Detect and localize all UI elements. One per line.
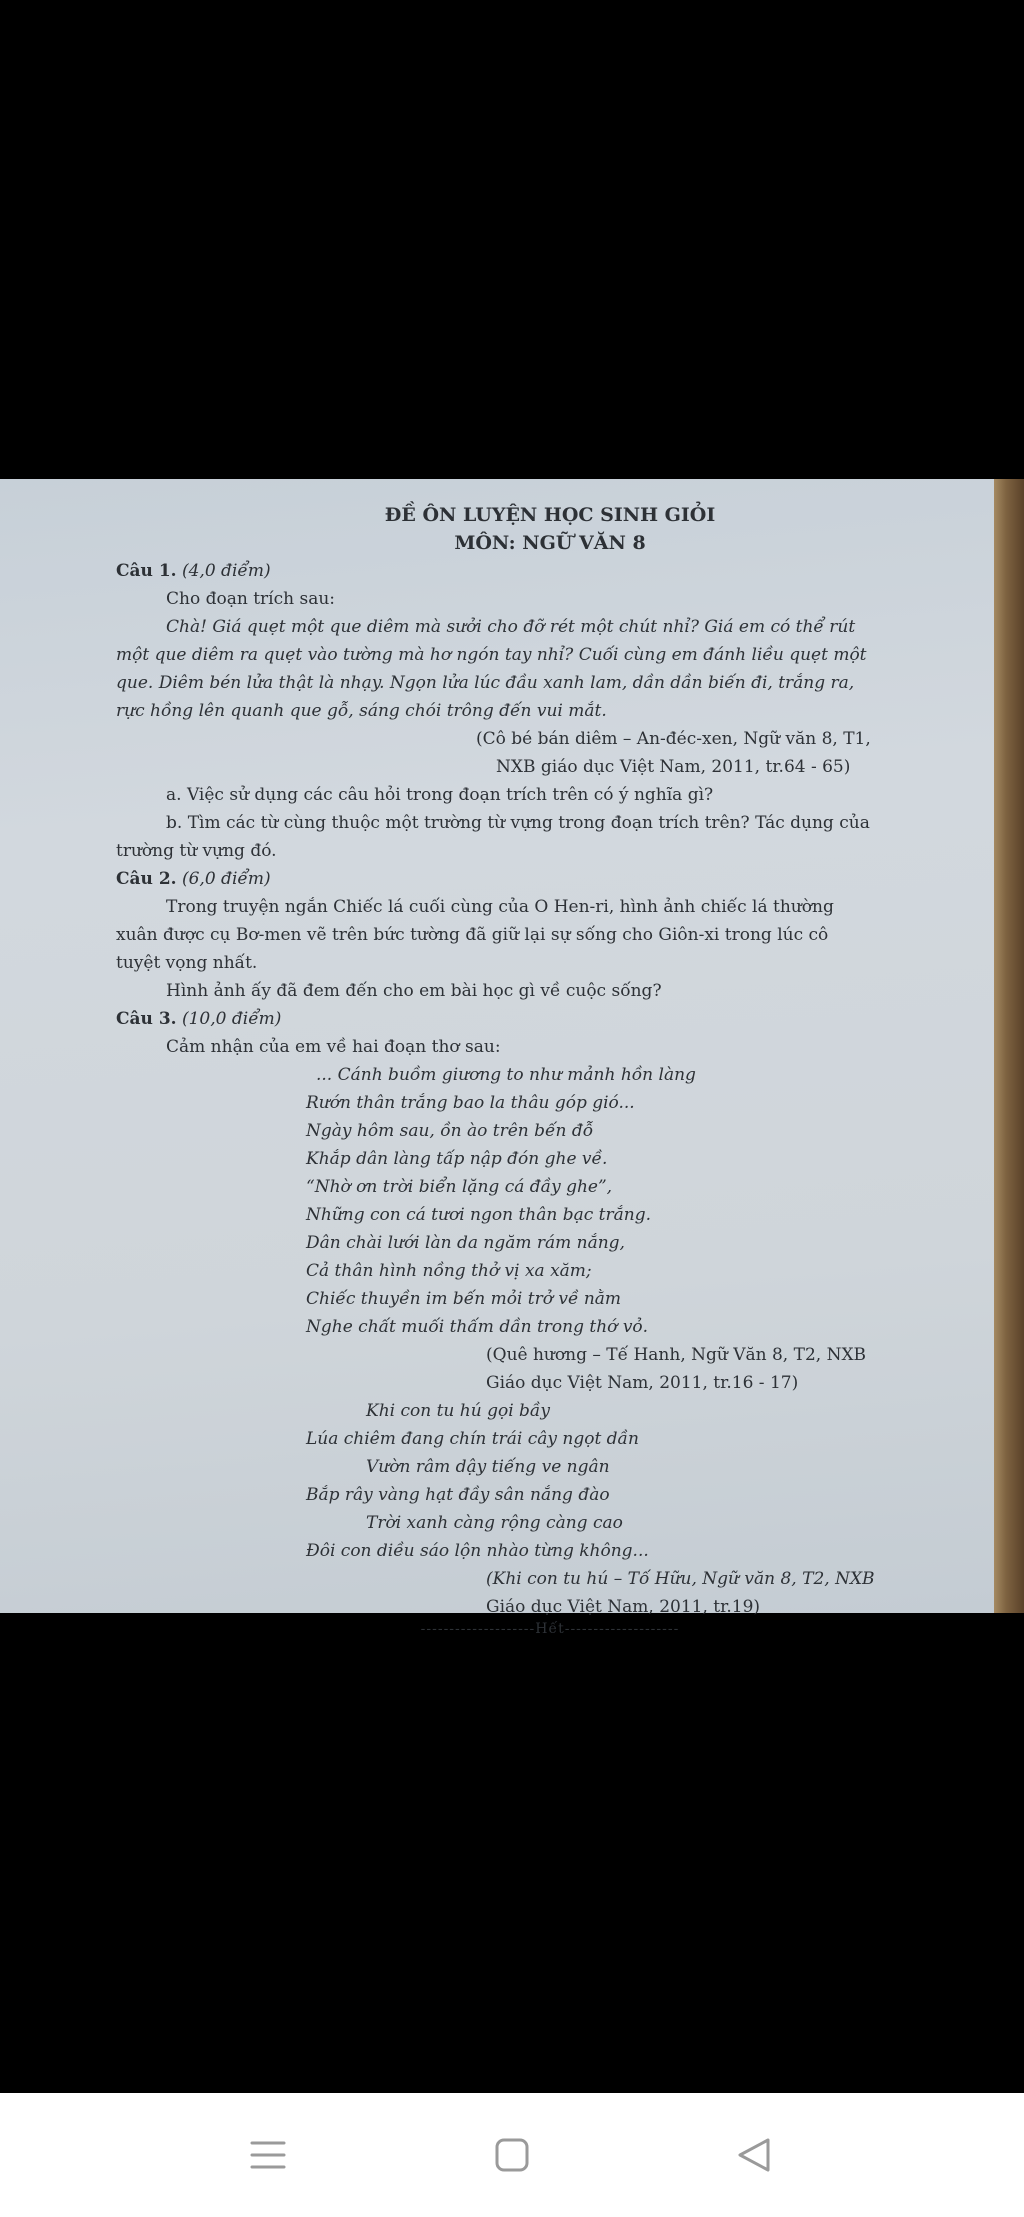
book-spine-edge [994, 479, 1024, 1613]
q3-label: Câu 3. [116, 1009, 177, 1029]
poem1-line: Dân chài lưới làn da ngăm rám nắng, [306, 1233, 625, 1253]
exam-page [0, 479, 994, 1637]
q1-part-a: a. Việc sử dụng các câu hỏi trong đoạn trích trên có ý nghĩa gì? [166, 785, 714, 805]
poem2-source-1: (Khi con tu hú – Tố Hữu, Ngữ văn 8, T2, NXB [486, 1569, 875, 1589]
home-button[interactable] [482, 2127, 542, 2183]
document-photo [0, 479, 1024, 1637]
q2-label: Câu 2. [116, 869, 177, 889]
doc-title-2: MÔN: NGỮ VĂN 8 [454, 532, 646, 554]
q2-points: (6,0 điểm) [181, 869, 271, 889]
q2-line: Trong truyện ngắn Chiếc lá cuối cùng của O Hen-ri, hình ảnh chiếc lá thường [166, 897, 834, 917]
poem1-line: “Nhờ ơn trời biển lặng cá đầy ghe”, [306, 1177, 613, 1197]
doc-title-1: ĐỀ ÔN LUYỆN HỌC SINH GIỎI [384, 504, 716, 526]
poem1-line: ... Cánh buồm giương to như mảnh hồn làng [316, 1065, 696, 1085]
q1-source-1: (Cô bé bán diêm – An-đéc-xen, Ngữ văn 8, T1, [476, 729, 871, 749]
poem1-source-1: (Quê hương – Tế Hanh, Ngữ Văn 8, T2, NXB [486, 1345, 867, 1365]
q2-line: tuyệt vọng nhất. [116, 953, 258, 973]
q3-points: (10,0 điểm) [181, 1009, 282, 1029]
square-home-icon [494, 2137, 530, 2173]
poem2-line: Bắp rây vàng hạt đầy sân nắng đào [306, 1485, 610, 1505]
q1-excerpt-line: một que diêm ra quẹt vào tường mà hơ ngón tay nhỉ? Cuối cùng em đánh liều quẹt một [116, 645, 867, 665]
end-marker: --------------------Hết-------------------- [420, 1621, 680, 1637]
q1-label: Câu 1. [116, 561, 177, 581]
q3-intro: Cảm nhận của em về hai đoạn thơ sau: [166, 1037, 501, 1057]
poem1-line: Cả thân hình nồng thở vị xa xăm; [306, 1261, 592, 1281]
poem2-line: Trời xanh càng rộng càng cao [366, 1513, 623, 1533]
q2-line: xuân được cụ Bơ-men vẽ trên bức tường đã giữ lại sự sống cho Giôn-xi trong lúc cô [116, 925, 829, 945]
triangle-back-icon [736, 2137, 772, 2173]
q1-part-b-2: trường từ vựng đó. [116, 841, 277, 861]
q1-excerpt-line: que. Diêm bén lửa thật là nhạy. Ngọn lửa lúc đầu xanh lam, dần dần biến đi, trắng ra, [116, 673, 855, 693]
poem2-source-2: Giáo dục Việt Nam, 2011, tr.19) [486, 1597, 761, 1617]
back-button[interactable] [724, 2127, 784, 2183]
poem1-line: Chiếc thuyền im bến mỏi trở về nằm [306, 1289, 622, 1309]
poem2-line: Vườn râm dậy tiếng ve ngân [366, 1457, 610, 1477]
poem1-source-2: Giáo dục Việt Nam, 2011, tr.16 - 17) [486, 1373, 799, 1393]
menu-button[interactable] [238, 2127, 298, 2183]
poem2-line: Đôi con diều sáo lộn nhào từng không... [306, 1541, 649, 1561]
navigation-bar [0, 2093, 1024, 2217]
q1-part-b-1: b. Tìm các từ cùng thuộc một trường từ vựng trong đoạn trích trên? Tác dụng của [166, 813, 870, 833]
poem1-line: Nghe chất muối thấm dần trong thớ vỏ. [306, 1317, 649, 1337]
poem1-line: Rướn thân trắng bao la thâu góp gió... [306, 1093, 635, 1113]
poem1-line: Khắp dân làng tấp nập đón ghe về. [306, 1149, 608, 1169]
q2-line: Hình ảnh ấy đã đem đến cho em bài học gì về cuộc sống? [166, 981, 662, 1001]
q1-intro: Cho đoạn trích sau: [166, 589, 336, 609]
poem2-line: Khi con tu hú gọi bầy [366, 1401, 550, 1421]
q1-source-2: NXB giáo dục Việt Nam, 2011, tr.64 - 65) [496, 757, 851, 777]
q1-excerpt-line: Chà! Giá quẹt một que diêm mà sưởi cho đỡ rét một chút nhỉ? Giá em có thể rút [166, 617, 856, 637]
q1-excerpt-line: rực hồng lên quanh que gỗ, sáng chói trông đến vui mắt. [116, 701, 607, 721]
poem2-line: Lúa chiêm đang chín trái cây ngọt dần [306, 1429, 639, 1449]
menu-lines-icon [250, 2137, 286, 2173]
q1-points: (4,0 điểm) [181, 561, 271, 581]
poem1-line: Những con cá tươi ngon thân bạc trắng. [306, 1205, 651, 1225]
poem1-line: Ngày hôm sau, ồn ào trên bến đỗ [306, 1121, 594, 1141]
